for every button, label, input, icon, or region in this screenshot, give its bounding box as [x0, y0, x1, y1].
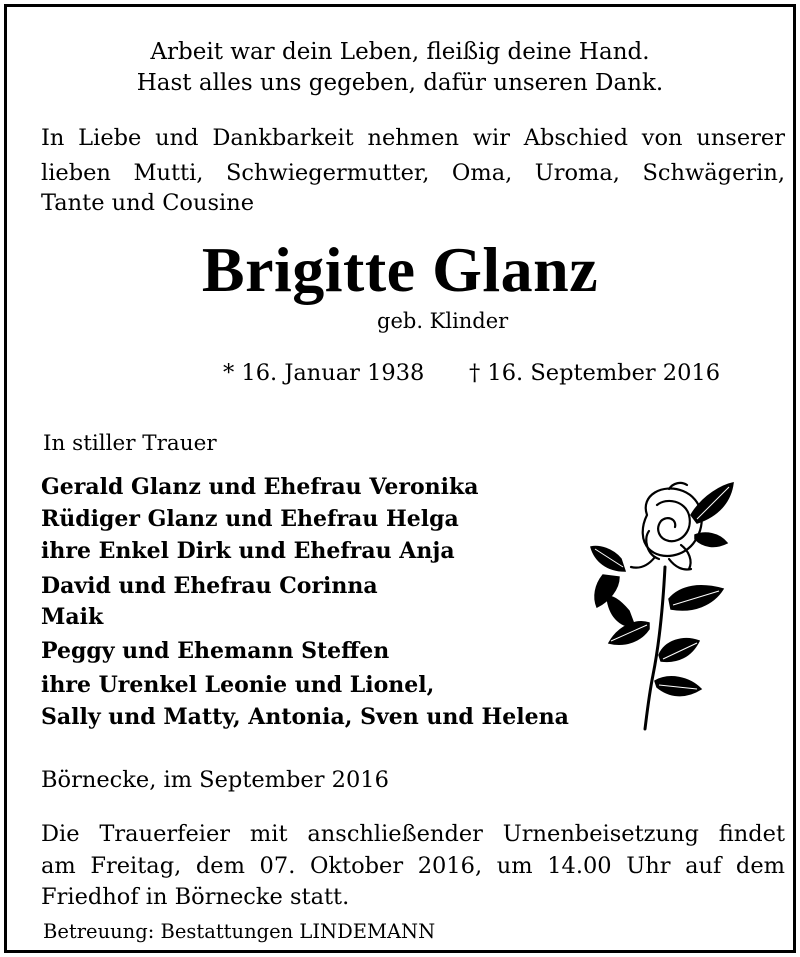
obituary-notice: [4, 4, 796, 953]
mourner-4: David und Ehefrau Corinna: [41, 573, 378, 599]
intro-line-3: Tante und Cousine: [41, 190, 255, 216]
motto-line-1: Arbeit war dein Leben, fleißig deine Hand.: [150, 39, 650, 65]
mourner-6: Peggy und Ehemann Steffen: [41, 638, 390, 664]
mourner-1: Gerald Glanz und Ehefrau Veronika: [41, 474, 479, 500]
mourner-5: Maik: [41, 604, 104, 630]
ceremony-line-1: Die Trauerfeier mit anschließender Urnenbeisetzung findet: [41, 821, 785, 847]
mourner-7: ihre Urenkel Leonie und Lionel,: [41, 672, 435, 698]
place-date: Börnecke, im September 2016: [41, 767, 389, 793]
intro-line-2: lieben Mutti, Schwiegermutter, Oma, Uroma, Schwägerin,: [41, 160, 785, 186]
undertaker: Betreuung: Bestattungen LINDEMANN: [43, 920, 436, 943]
motto-line-2: Hast alles uns gegeben, dafür unseren Dank.: [136, 70, 664, 96]
birth-date: * 16. Januar 1938: [223, 360, 425, 386]
intro-line-1: In Liebe und Dankbarkeit nehmen wir Abschied von unserer: [41, 125, 785, 151]
rose-icon: [585, 475, 735, 733]
ceremony-line-2: am Freitag, dem 07. Oktober 2016, um 14.00 Uhr auf dem: [41, 853, 785, 879]
deceased-name: Brigitte Glanz: [201, 234, 599, 305]
birth-name: geb. Klinder: [377, 309, 509, 333]
mourner-2: Rüdiger Glanz und Ehefrau Helga: [41, 506, 459, 532]
death-date: † 16. September 2016: [469, 360, 721, 386]
mourner-8: Sally und Matty, Antonia, Sven und Helena: [41, 704, 569, 730]
ceremony-line-3: Friedhof in Börnecke statt.: [41, 884, 350, 910]
mourning-label: In stiller Trauer: [43, 431, 217, 456]
mourner-3: ihre Enkel Dirk und Ehefrau Anja: [41, 538, 455, 564]
